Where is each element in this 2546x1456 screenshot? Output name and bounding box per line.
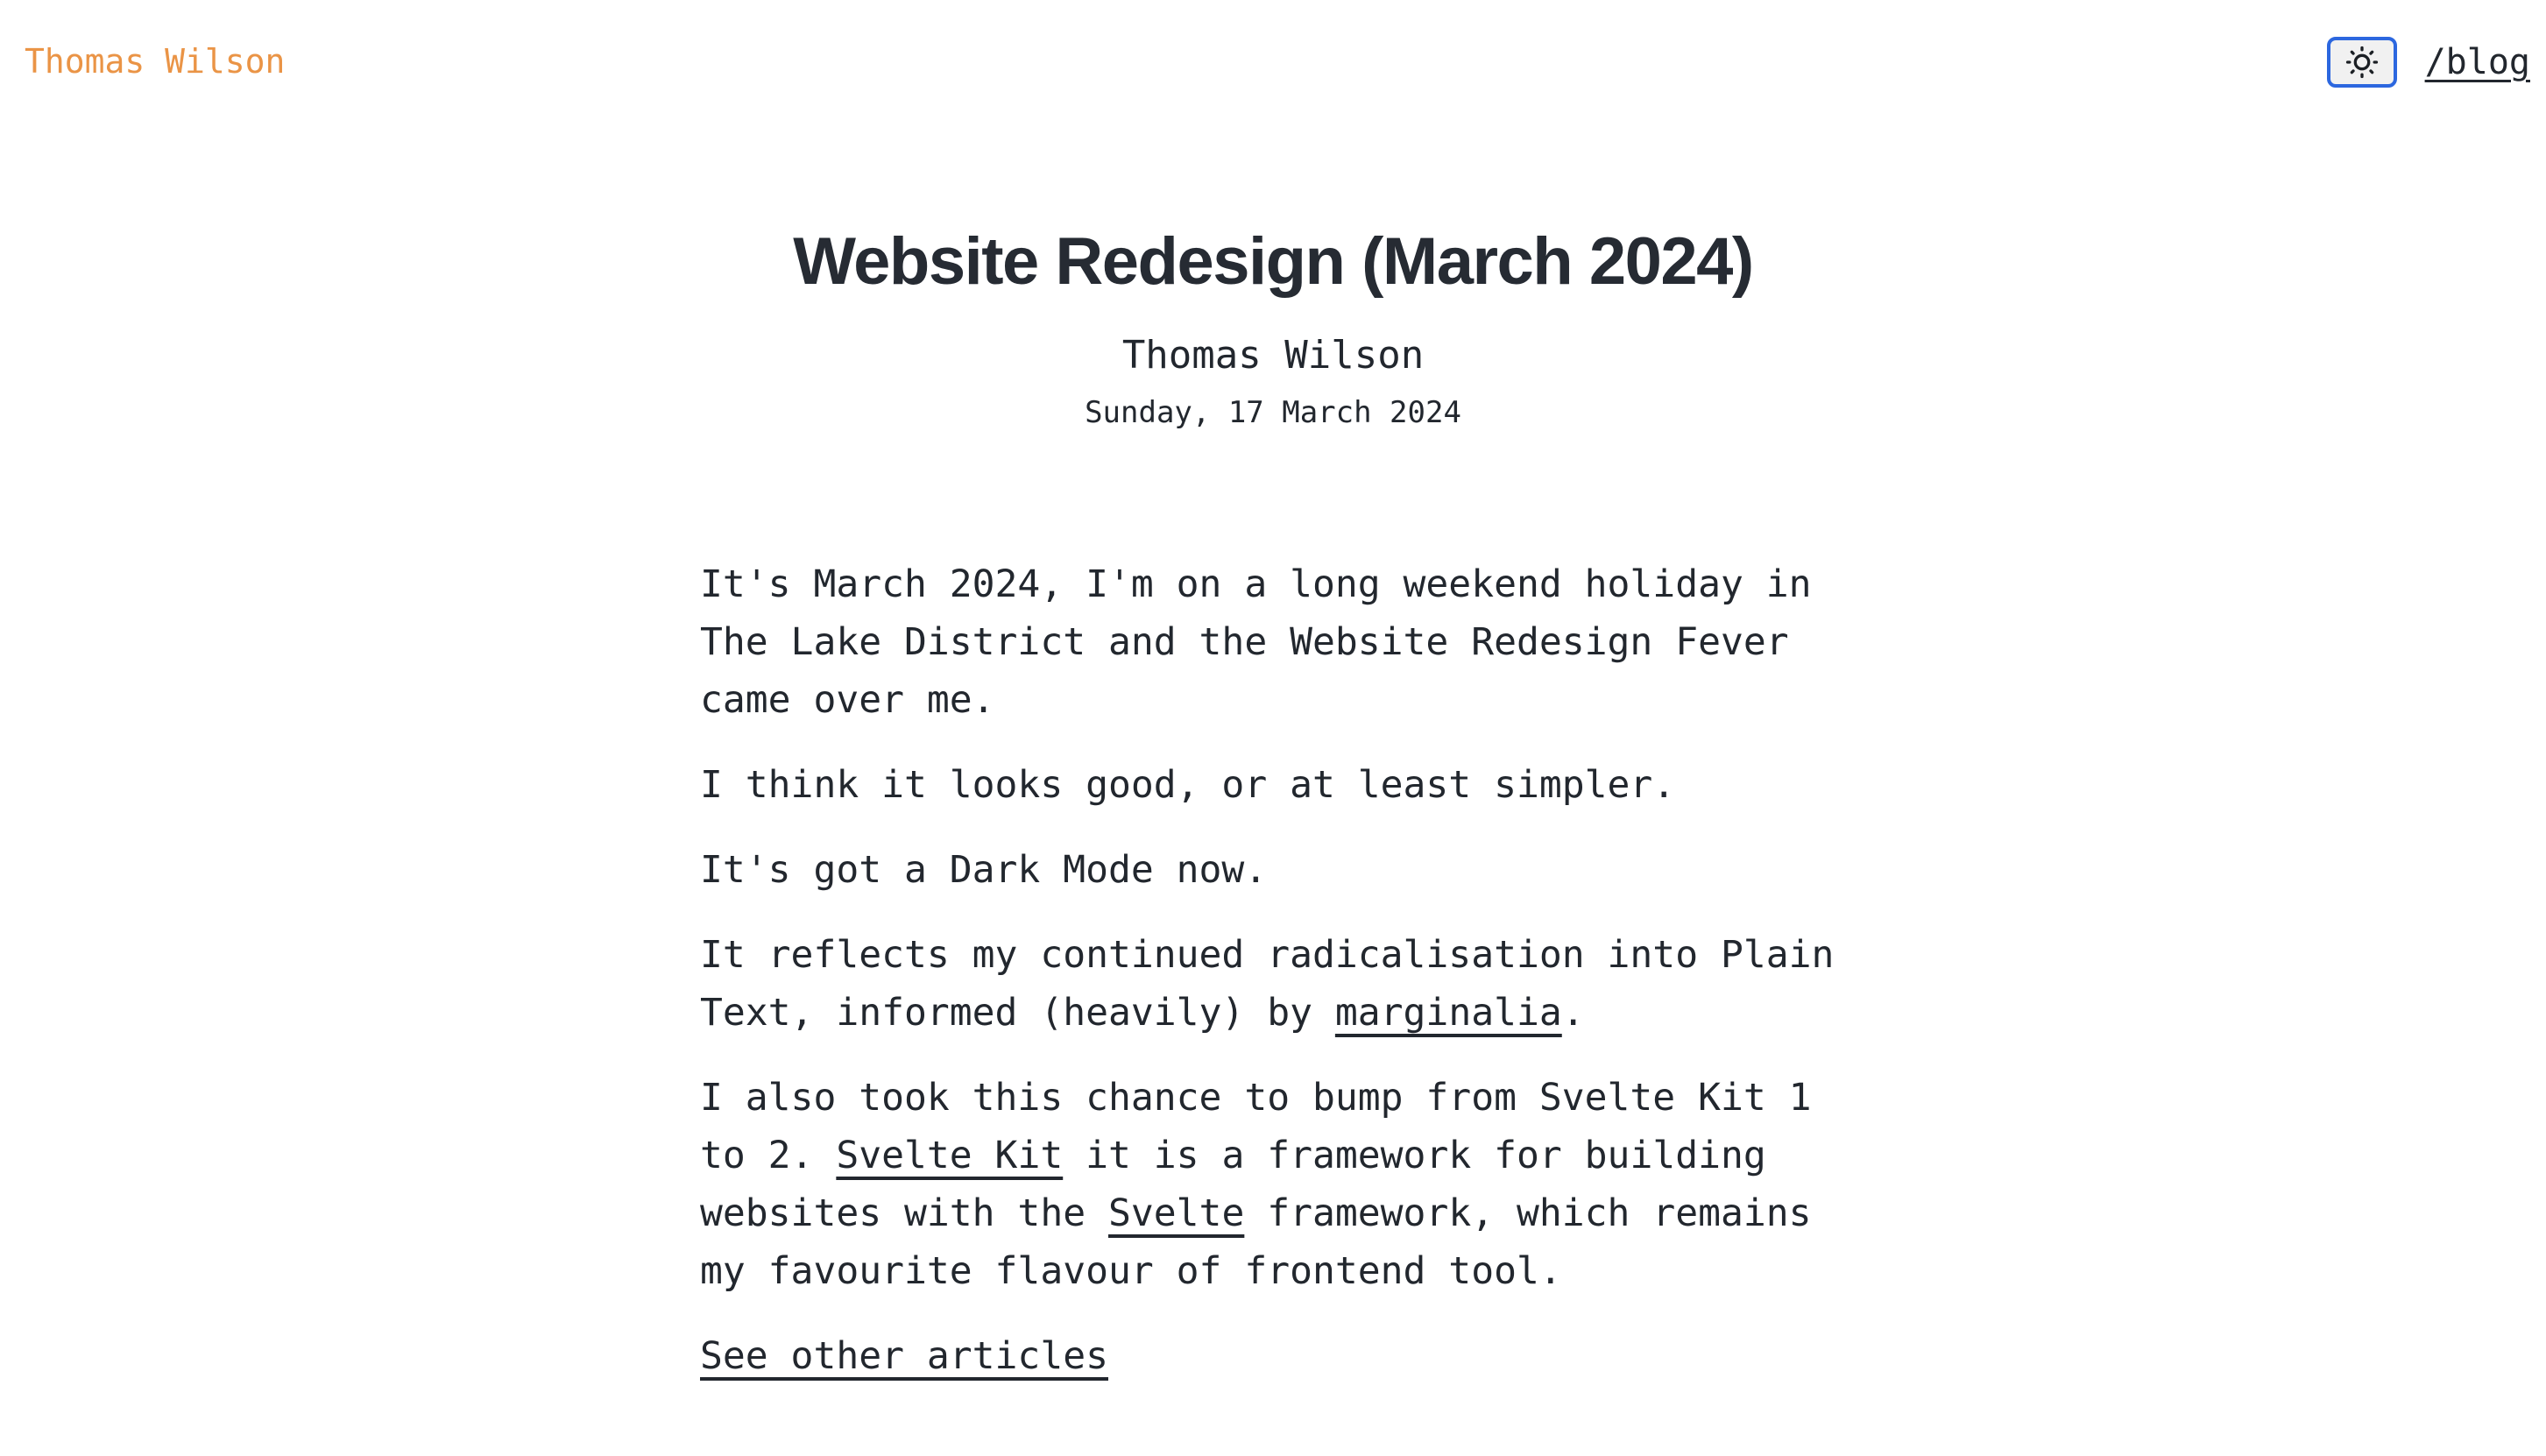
article-date: Sunday, 17 March 2024 (1085, 395, 1461, 431)
svelte-kit-link[interactable]: Svelte Kit (836, 1133, 1064, 1177)
blog-link[interactable]: /blog (2424, 42, 2530, 82)
paragraph: It's got a Dark Mode now. (700, 847, 1268, 892)
article-author: Thomas Wilson (1121, 332, 1425, 378)
paragraph (700, 1327, 1846, 1385)
theme-toggle-button[interactable] (2327, 37, 2397, 88)
article-title: Website Redesign (March 2024) (793, 224, 1753, 299)
site-header (0, 0, 2546, 88)
see-other-articles-link[interactable]: See other articles (700, 1333, 1108, 1378)
marginalia-link[interactable]: marginalia (1334, 990, 1562, 1035)
svelte-link[interactable]: Svelte (1108, 1191, 1245, 1235)
paragraph: I think it looks good, or at least simpler. (700, 762, 1676, 807)
article-body (700, 555, 1846, 1385)
paragraph: It reflects my continued radicalisation into Plain Text, informed (heavily) by marginalia. (700, 932, 1835, 1035)
sun-icon (2344, 44, 2380, 81)
paragraph: I also took this chance to bump from Svelte Kit 1 to 2. Svelte Kit it is a framework for building websites with the Svelte framework, which remains my favourite flavour of frontend tool. (700, 1075, 1812, 1293)
article (700, 219, 1846, 1385)
site-logo-link[interactable]: Thomas Wilson (25, 42, 286, 81)
paragraph: It's March 2024, I'm on a long weekend holiday in The Lake District and the Website Redesign Fever came over me. (700, 562, 1812, 722)
header-right (2327, 37, 2530, 88)
